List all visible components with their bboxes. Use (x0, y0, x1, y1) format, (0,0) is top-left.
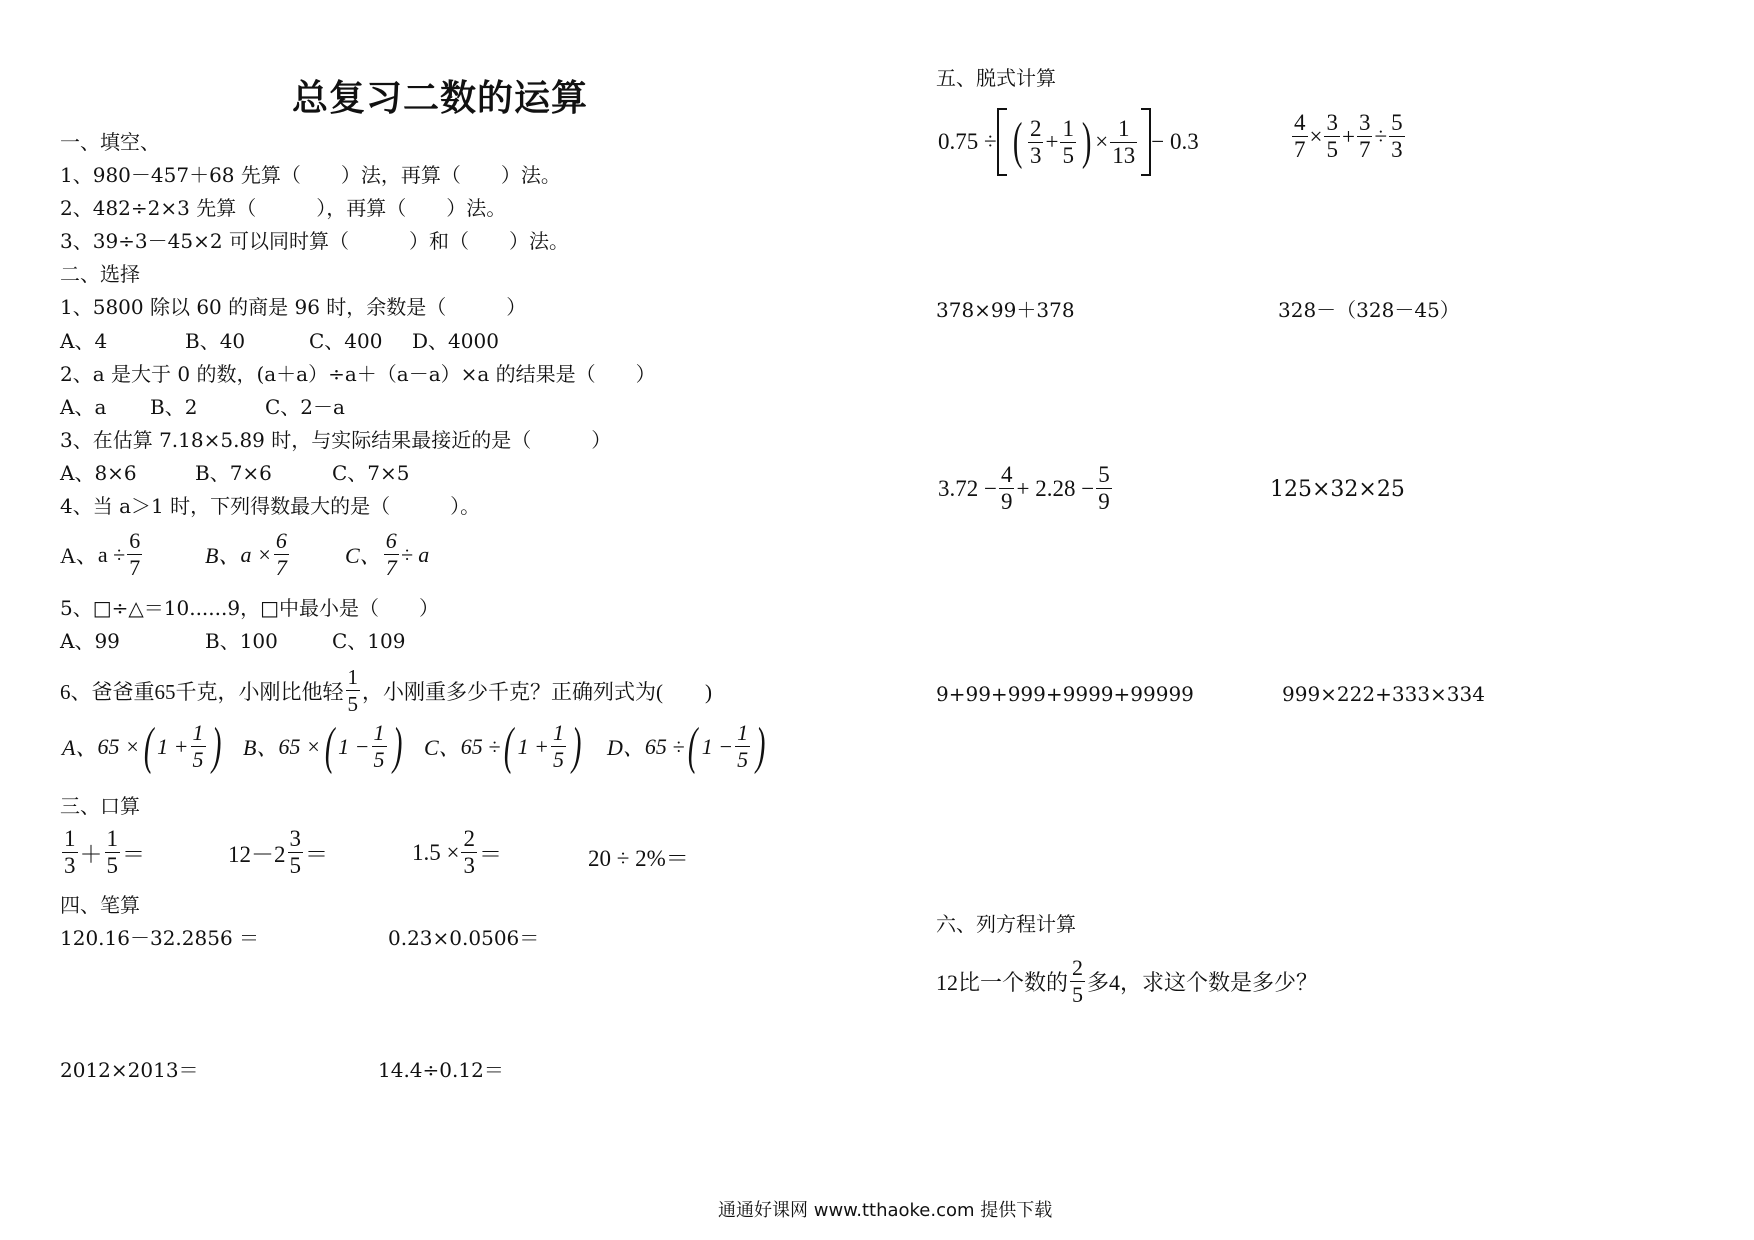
section-heading-fill-blank: 一、填空、 (60, 130, 160, 154)
option-lead: 1 − (701, 733, 734, 759)
fraction (1096, 462, 1112, 515)
numerator: 1 (552, 720, 564, 745)
mental-expression-1 (60, 826, 145, 879)
numerator: 4 (1000, 462, 1013, 487)
operator: × (1095, 129, 1109, 154)
option-label: A、 (60, 543, 98, 568)
option-label: A、 (62, 735, 98, 760)
page-footer: 通通好课网 www.tthaoke.com 提供下载 (718, 1200, 1053, 1221)
denominator: 5 (192, 747, 204, 772)
expression-text: + 2.28 − (1016, 475, 1095, 501)
choice-question-6 (60, 664, 712, 717)
choice-question-4: 4、当 a＞1 时，下列得数最大的是（ ）。 (60, 494, 481, 518)
denominator: 5 (289, 853, 301, 878)
numerator: 1 (347, 665, 358, 689)
operator: + (1045, 129, 1059, 154)
left-paren: ( (143, 717, 154, 775)
section-heading-stepwise: 五、脱式计算 (936, 66, 1056, 90)
numerator: 1 (106, 826, 118, 851)
section-heading-choice: 二、选择 (60, 262, 140, 286)
stepwise-expression-4: 328－（328－45） (1278, 298, 1460, 322)
numerator: 3 (1358, 110, 1371, 135)
equals: ＝ (122, 842, 145, 867)
written-expression-1: 120.16－32.2856 ＝ (60, 926, 260, 950)
numerator: 1 (1118, 115, 1130, 141)
right-paren: ) (211, 717, 221, 775)
fraction (274, 528, 289, 581)
choice-option-fraction (205, 528, 291, 581)
fraction (999, 462, 1015, 515)
left-paren: ( (324, 717, 335, 775)
expression-text: 12－2 (228, 842, 286, 867)
denominator: 5 (373, 747, 385, 772)
choice-option: C、2－a (265, 395, 345, 419)
choice-option-expression (424, 717, 585, 775)
numerator: 2 (463, 826, 475, 851)
denominator: 5 (1062, 142, 1074, 168)
denominator: 3 (64, 853, 76, 878)
denominator: 3 (463, 853, 475, 878)
fraction (551, 720, 566, 773)
fraction (384, 528, 399, 581)
equation-problem (936, 955, 1318, 1008)
denominator: 13 (1112, 142, 1136, 168)
numerator: 6 (385, 528, 397, 553)
section-heading-written: 四、笔算 (60, 893, 140, 917)
choice-option: B、7×6 (195, 461, 272, 485)
choice-option: B、40 (185, 329, 246, 353)
section-heading-mental: 三、口算 (60, 794, 140, 818)
option-lead: 1 − (338, 733, 370, 759)
stepwise-expression-7: 9+99+999+9999+99999 (936, 682, 1194, 706)
stepwise-expression-2 (1290, 110, 1407, 163)
option-expression: 65 ÷ (644, 733, 685, 759)
numerator: 1 (737, 720, 749, 745)
denominator: 5 (106, 853, 118, 878)
fill-question-2: 2、482÷2×3 先算（ ），再算（ ）法。 (60, 196, 507, 220)
denominator: 3 (1029, 142, 1042, 168)
choice-option: A、8×6 (60, 461, 137, 485)
expression-text: 3.72 − (938, 475, 997, 501)
numerator: 3 (1326, 110, 1338, 135)
numerator: 1 (373, 720, 385, 745)
operator: × (1309, 123, 1323, 149)
choice-option-expression (607, 717, 769, 775)
fraction (62, 826, 78, 879)
option-label: B、 (205, 543, 241, 568)
question-text: 6、爸爸重65千克，小刚比他轻 (60, 679, 344, 704)
fraction (1060, 116, 1076, 169)
equals: ＝ (305, 842, 328, 867)
left-paren: ( (1012, 113, 1023, 170)
fraction (1324, 110, 1340, 163)
numerator: 1 (1062, 115, 1074, 141)
denominator: 5 (552, 747, 564, 772)
choice-option: D、4000 (412, 329, 499, 353)
denominator: 5 (1326, 137, 1338, 162)
choice-option: B、100 (205, 629, 278, 653)
written-expression-2: 0.23×0.0506＝ (388, 926, 540, 950)
problem-text: 多4，求这个数是多少？ (1087, 970, 1319, 995)
option-suffix: ÷ a (400, 541, 430, 567)
operator: + (1341, 123, 1355, 149)
numerator: 1 (192, 720, 204, 745)
operator: ÷ (1374, 123, 1388, 149)
numerator: 6 (275, 528, 287, 553)
choice-option: A、4 (60, 329, 108, 353)
right-paren: ) (1081, 113, 1092, 170)
choice-question-2: 2、a 是大于 0 的数，(a＋a）÷a＋（a－a）×a 的结果是（ ） (60, 362, 656, 386)
option-lead: 1 + (157, 733, 189, 759)
fraction (191, 720, 206, 773)
option-expression: 65 × (97, 733, 140, 759)
right-paren: ) (756, 717, 766, 775)
choice-option: C、7×5 (332, 461, 410, 485)
option-prefix: a ÷ (97, 541, 126, 567)
choice-option: A、99 (60, 629, 120, 653)
numerator: 5 (1391, 110, 1403, 135)
numerator: 5 (1098, 462, 1110, 487)
left-paren: ( (688, 717, 698, 775)
option-label: C、 (424, 735, 461, 760)
denominator: 5 (1072, 982, 1084, 1007)
fraction (1357, 110, 1373, 163)
right-paren: ) (392, 717, 402, 775)
expression-text: 0.75 ÷ (938, 129, 997, 154)
fraction (127, 528, 142, 581)
written-expression-3: 2012×2013＝ (60, 1058, 199, 1082)
option-lead: 1 + (517, 733, 549, 759)
left-bracket (997, 108, 1007, 176)
numerator: 2 (1029, 115, 1042, 141)
right-bracket (1141, 108, 1151, 176)
fill-question-3: 3、39÷3－45×2 可以同时算（ ）和（ ）法。 (60, 229, 569, 253)
fraction (1110, 116, 1137, 169)
choice-option: B、2 (150, 395, 198, 419)
fill-question-1: 1、980－457＋68 先算（ ）法，再算（ ）法。 (60, 163, 561, 187)
operator: ＋ (79, 842, 103, 867)
mental-expression-4: 20 ÷ 2%＝ (588, 846, 689, 871)
denominator: 5 (737, 747, 749, 772)
choice-option-fraction (60, 528, 144, 581)
denominator: 5 (347, 692, 358, 716)
numerator: 6 (129, 528, 141, 553)
denominator: 7 (275, 555, 287, 580)
stepwise-expression-3: 378×99＋378 (936, 298, 1075, 322)
numerator: 1 (64, 826, 76, 851)
fraction (105, 826, 121, 879)
denominator: 7 (1358, 137, 1371, 162)
fraction (735, 720, 750, 773)
fraction (1292, 110, 1308, 163)
denominator: 7 (385, 555, 397, 580)
choice-option: C、400 (309, 329, 383, 353)
numerator: 2 (1072, 955, 1084, 980)
denominator: 7 (1294, 137, 1306, 162)
fraction (1028, 116, 1044, 169)
equals: ＝ (478, 842, 502, 867)
mental-expression-2 (228, 826, 328, 879)
denominator: 3 (1391, 137, 1403, 162)
choice-option-expression (243, 717, 406, 775)
choice-question-5: 5、□÷△＝10......9，□中最小是（ ） (60, 596, 439, 620)
numerator: 4 (1294, 110, 1306, 135)
question-text: ，小刚重多少千克？正确列式为( ) (362, 679, 712, 704)
denominator: 7 (129, 555, 141, 580)
option-prefix: a × (240, 541, 272, 567)
option-expression: 65 × (278, 733, 321, 759)
choice-question-3: 3、在估算 7.18×5.89 时，与实际结果最接近的是（ ） (60, 428, 612, 452)
fraction (346, 664, 361, 717)
choice-option: C、109 (332, 629, 406, 653)
left-paren: ( (504, 717, 514, 775)
expression-text: 1.5 × (412, 839, 460, 865)
option-label: B、 (243, 735, 279, 760)
option-expression: 65 ÷ (460, 733, 501, 759)
choice-option-expression (62, 717, 225, 775)
choice-question-1: 1、5800 除以 60 的商是 96 时，余数是（ ） (60, 295, 527, 319)
written-expression-4: 14.4÷0.12＝ (378, 1058, 504, 1082)
choice-option-fraction (345, 528, 429, 581)
stepwise-expression-6: 125×32×25 (1270, 477, 1405, 502)
fraction (1070, 955, 1085, 1008)
fraction (1389, 110, 1405, 163)
fraction (372, 720, 387, 773)
right-paren: ) (571, 717, 582, 775)
expression-text: − 0.3 (1151, 129, 1199, 154)
option-label: C、 (345, 543, 382, 568)
fraction (288, 826, 304, 879)
problem-text: 12比一个数的 (936, 970, 1069, 995)
page-title: 总复习二数的运算 (292, 78, 589, 119)
stepwise-expression-5 (938, 462, 1114, 515)
mental-expression-3 (412, 826, 502, 879)
stepwise-expression-1 (938, 108, 1199, 176)
section-heading-equation: 六、列方程计算 (936, 912, 1076, 936)
denominator: 9 (1000, 489, 1013, 514)
option-label: D、 (607, 735, 645, 760)
denominator: 9 (1098, 489, 1110, 514)
stepwise-expression-8: 999×222+333×334 (1282, 682, 1485, 706)
numerator: 3 (289, 826, 301, 851)
choice-option: A、a (60, 395, 107, 419)
fraction (461, 826, 477, 879)
